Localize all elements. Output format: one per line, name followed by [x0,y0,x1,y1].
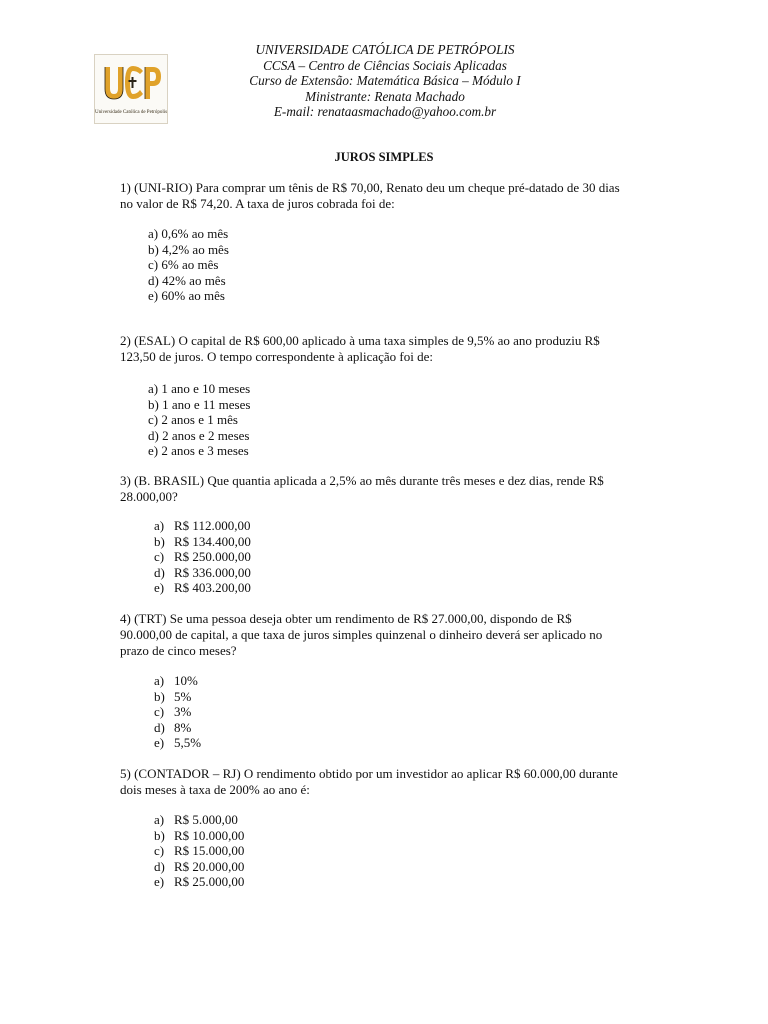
question-2-options [148,381,250,459]
option-e: e) 60% ao mês [148,288,225,304]
option-d: d) R$ 336.000,00 [154,564,251,580]
option-e: e) 5,5% [154,735,202,751]
option-b: b) R$ 134.400,00 [154,533,251,549]
option-a: a) R$ 112.000,00 [154,518,251,533]
question-text-line: prazo de cinco meses? [120,643,237,658]
option-d: d) 8% [154,719,192,735]
option-d: d) R$ 20.000,00 [154,858,245,874]
ucp-logo-icon [95,55,167,113]
option-c: c) 3% [154,704,192,720]
question-text-line: dois meses à taxa de 200% ao ano é: [120,782,310,797]
option-a: a) 0,6% ao mês [148,226,229,241]
question-text-line: 4) (TRT) Se uma pessoa deseja obter um rendimento de R$ 27.000,00, dispondo de R$ [120,611,572,626]
question-text-line: 2) (ESAL) O capital de R$ 600,00 aplicado à uma taxa simples de 9,5% ao ano produziu R$ [120,333,600,348]
option-b: b) R$ 10.000,00 [154,827,245,843]
question-text-line: no valor de R$ 74,20. A taxa de juros cobrada foi de: [120,196,395,211]
option-c: c) 6% ao mês [148,257,219,273]
option-e: e) 2 anos e 3 meses [148,443,249,459]
question-4-options [154,673,201,751]
question-5-text [120,766,634,798]
option-a: a) 1 ano e 10 meses [148,381,251,396]
option-b: b) 5% [154,688,192,704]
center-name: CCSA – Centro de Ciências Sociais Aplicadas [263,57,507,73]
page-title: JUROS SIMPLES [334,150,434,164]
question-3-options [154,518,251,596]
question-text-line: 1) (UNI-RIO) Para comprar um tênis de R$ 70,00, Renato deu um cheque pré-datado de 30 dias [120,180,620,195]
option-b: b) 1 ano e 11 meses [148,396,251,412]
question-1-options [148,226,229,304]
question-text-line: 28.000,00? [120,489,178,504]
instructor-name: Ministrante: Renata Machado [305,88,465,104]
option-d: d) 2 anos e 2 meses [148,427,250,443]
university-logo [94,54,168,124]
option-a: a) 10% [154,673,198,688]
question-3-text [120,473,634,505]
course-name: Curso de Extensão: Matemática Básica – Módulo I [249,73,521,89]
question-text-line: 90.000,00 de capital, a que taxa de juros simples quinzenal o dinheiro deverá ser aplicado no [120,627,603,642]
university-name: UNIVERSIDADE CATÓLICA DE PETRÓPOLIS [255,42,515,57]
question-5-options [154,812,244,890]
option-e: e) R$ 25.000,00 [154,874,245,890]
question-4-text [120,611,634,659]
option-a: a) R$ 5.000,00 [154,812,238,827]
option-d: d) 42% ao mês [148,272,226,288]
option-e: e) R$ 403.200,00 [154,580,251,596]
option-c: c) 2 anos e 1 mês [148,412,238,428]
option-b: b) 4,2% ao mês [148,241,229,257]
logo-caption: Universidade Católica de Petrópolis [95,110,168,115]
contact-email: E-mail: renataasmachado@yahoo.com.br [273,104,497,120]
question-text-line: 3) (B. BRASIL) Que quantia aplicada a 2,5% ao mês durante três meses e dez dias, rende R$ [120,473,604,488]
question-text-line: 5) (CONTADOR – RJ) O rendimento obtido por um investidor ao aplicar R$ 60.000,00 durante [120,766,618,781]
question-2-text [120,333,634,365]
option-c: c) R$ 15.000,00 [154,843,245,859]
header-block [190,42,580,120]
question-text-line: 123,50 de juros. O tempo correspondente à aplicação foi de: [120,349,433,364]
question-1-text [120,180,634,212]
option-c: c) R$ 250.000,00 [154,549,251,565]
